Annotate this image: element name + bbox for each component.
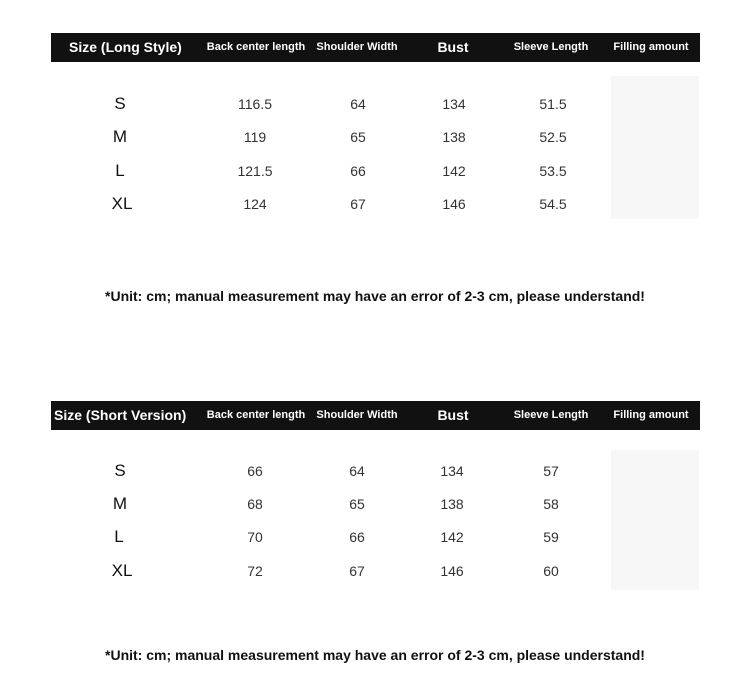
table-row — [51, 492, 700, 516]
long-style-size-table — [51, 33, 700, 232]
shoulder-width-value: 66 — [349, 529, 365, 545]
table-row — [51, 159, 700, 183]
shoulder-width-value: 67 — [350, 196, 366, 212]
sleeve-length-value: 58 — [543, 496, 559, 512]
short-version-title: Size (Short Version) — [54, 407, 187, 423]
short-version-data-area — [51, 430, 700, 600]
sleeve-length-value: 54.5 — [539, 196, 567, 212]
header-sleeve-length: Sleeve Length — [513, 41, 589, 53]
back-center-length-value: 121.5 — [237, 163, 273, 179]
long-style-data-area — [51, 62, 700, 232]
header-filling-amount: Filling amount — [613, 409, 689, 421]
header-bust: Bust — [437, 39, 469, 55]
measurement-note: *Unit: cm; manual measurement may have an error of 2-3 cm, please understand! — [105, 288, 645, 304]
sleeve-length-value: 53.5 — [539, 163, 567, 179]
header-shoulder-width: Shoulder Width — [316, 409, 398, 421]
sleeve-length-value: 60 — [543, 563, 559, 579]
table-row — [51, 192, 700, 216]
header-sleeve-length: Sleeve Length — [513, 409, 589, 421]
back-center-length-value: 72 — [247, 563, 263, 579]
sleeve-length-value: 52.5 — [539, 129, 567, 145]
table-row — [51, 525, 700, 549]
size-label: XL — [111, 194, 133, 213]
measurement-note: *Unit: cm; manual measurement may have an error of 2-3 cm, please understand! — [105, 647, 645, 663]
header-back-center-length: Back center length — [206, 41, 306, 53]
shoulder-width-value: 64 — [350, 96, 366, 112]
size-label: M — [112, 127, 128, 146]
header-filling-amount: Filling amount — [613, 41, 689, 53]
size-label: L — [115, 161, 125, 180]
sleeve-length-value: 51.5 — [539, 96, 567, 112]
size-label: S — [114, 94, 126, 113]
table-row — [51, 459, 700, 483]
back-center-length-value: 119 — [243, 129, 267, 145]
bust-value: 138 — [440, 496, 464, 512]
bust-value: 146 — [442, 196, 466, 212]
size-label: S — [114, 461, 126, 480]
bust-value: 138 — [442, 129, 466, 145]
back-center-length-value: 124 — [243, 196, 267, 212]
short-version-size-table — [51, 401, 700, 600]
bust-value: 134 — [440, 463, 464, 479]
long-style-header-bar — [51, 33, 700, 62]
shoulder-width-value: 65 — [350, 129, 366, 145]
header-bust: Bust — [437, 407, 469, 423]
size-label: L — [114, 527, 124, 546]
size-label: M — [112, 494, 128, 513]
table-row — [51, 92, 700, 116]
bust-value: 134 — [442, 96, 466, 112]
shoulder-width-value: 65 — [349, 496, 365, 512]
sleeve-length-value: 57 — [543, 463, 559, 479]
shoulder-width-value: 66 — [350, 163, 366, 179]
back-center-length-value: 70 — [247, 529, 263, 545]
bust-value: 142 — [440, 529, 464, 545]
size-label: XL — [111, 561, 133, 580]
back-center-length-value: 66 — [247, 463, 263, 479]
long-style-title: Size (Long Style) — [69, 39, 182, 55]
sleeve-length-value: 59 — [543, 529, 559, 545]
table-row — [51, 125, 700, 149]
header-shoulder-width: Shoulder Width — [316, 41, 398, 53]
short-version-header-bar — [51, 401, 700, 430]
bust-value: 142 — [442, 163, 466, 179]
back-center-length-value: 68 — [247, 496, 263, 512]
header-back-center-length: Back center length — [206, 409, 306, 421]
table-row — [51, 559, 700, 583]
back-center-length-value: 116.5 — [238, 96, 272, 112]
bust-value: 146 — [440, 563, 464, 579]
shoulder-width-value: 67 — [349, 563, 365, 579]
shoulder-width-value: 64 — [349, 463, 365, 479]
